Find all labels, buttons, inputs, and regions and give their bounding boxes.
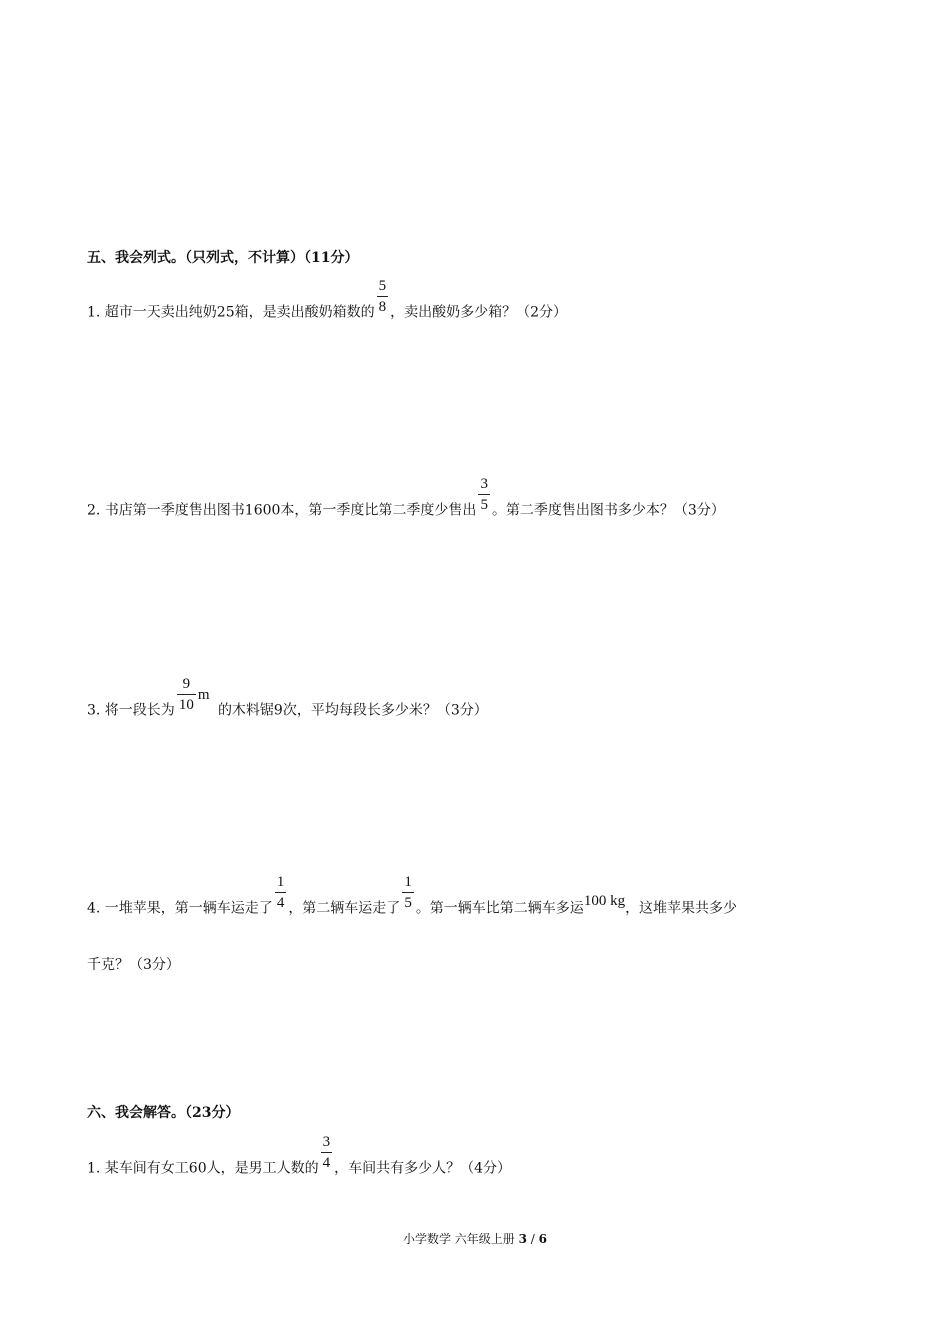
question-text: 2. 书店第一季度售出图书1600本，第一季度比第二季度少售出 bbox=[87, 502, 477, 519]
page-separator: / bbox=[530, 1232, 535, 1246]
question-5-3 bbox=[87, 676, 488, 731]
question-text: ，第二辆车运走了 bbox=[288, 900, 401, 917]
question-text: ，这堆苹果共多少 bbox=[625, 900, 738, 917]
question-text: 。第二季度售出图书多少本？（3分） bbox=[491, 502, 725, 519]
unit-label: m bbox=[197, 686, 210, 703]
question-5-4-continued: 千克？（3分） bbox=[87, 957, 180, 973]
fraction bbox=[275, 872, 287, 913]
fraction bbox=[177, 674, 196, 715]
page-footer bbox=[0, 1230, 950, 1247]
question-6-1 bbox=[87, 1134, 512, 1189]
fraction bbox=[321, 1132, 333, 1173]
question-text: ，车间共有多少人？（4分） bbox=[334, 1160, 512, 1177]
question-text: ，卖出酸奶多少箱？（2分） bbox=[390, 304, 568, 321]
fraction-denominator: 4 bbox=[322, 1155, 331, 1171]
question-5-1 bbox=[87, 278, 568, 333]
section-6-heading: 六、我会解答。（23分） bbox=[87, 1105, 240, 1121]
fraction-numerator: 5 bbox=[377, 276, 389, 297]
fraction-denominator: 10 bbox=[178, 697, 194, 713]
question-text: 4. 一堆苹果，第一辆车运走了 bbox=[87, 900, 273, 917]
amount-label: 100 kg bbox=[583, 892, 626, 909]
page-number: 3 bbox=[518, 1232, 527, 1246]
question-text: 1. 某车间有女工60人，是男工人数的 bbox=[87, 1160, 319, 1177]
fraction-numerator: 1 bbox=[275, 872, 287, 893]
fraction-denominator: 4 bbox=[276, 895, 285, 911]
fraction-denominator: 8 bbox=[378, 299, 387, 315]
fraction bbox=[478, 474, 490, 515]
fraction-numerator: 3 bbox=[321, 1132, 333, 1153]
section-5-heading: 五、我会列式。（只列式，不计算）（11分） bbox=[87, 250, 359, 266]
question-5-4 bbox=[87, 874, 738, 929]
question-text: 1. 超市一天卖出纯奶25箱，是卖出酸奶箱数的 bbox=[87, 304, 375, 321]
page-total: 6 bbox=[538, 1232, 548, 1246]
fraction-denominator: 5 bbox=[404, 895, 412, 911]
fraction bbox=[402, 872, 414, 913]
fraction-numerator: 9 bbox=[177, 674, 196, 695]
footer-subject: 小学数学 六年级上册 bbox=[402, 1232, 515, 1246]
question-text: 。第一辆车比第二辆车多运 bbox=[415, 900, 584, 917]
fraction-denominator: 5 bbox=[480, 497, 488, 513]
question-text: 的木料锯9次，平均每段长多少米？（3分） bbox=[217, 702, 488, 719]
fraction-numerator: 3 bbox=[478, 474, 490, 495]
question-text: 3. 将一段长为 bbox=[87, 702, 175, 719]
question-5-2 bbox=[87, 476, 725, 531]
fraction bbox=[377, 276, 389, 317]
fraction-numerator: 1 bbox=[402, 872, 414, 893]
